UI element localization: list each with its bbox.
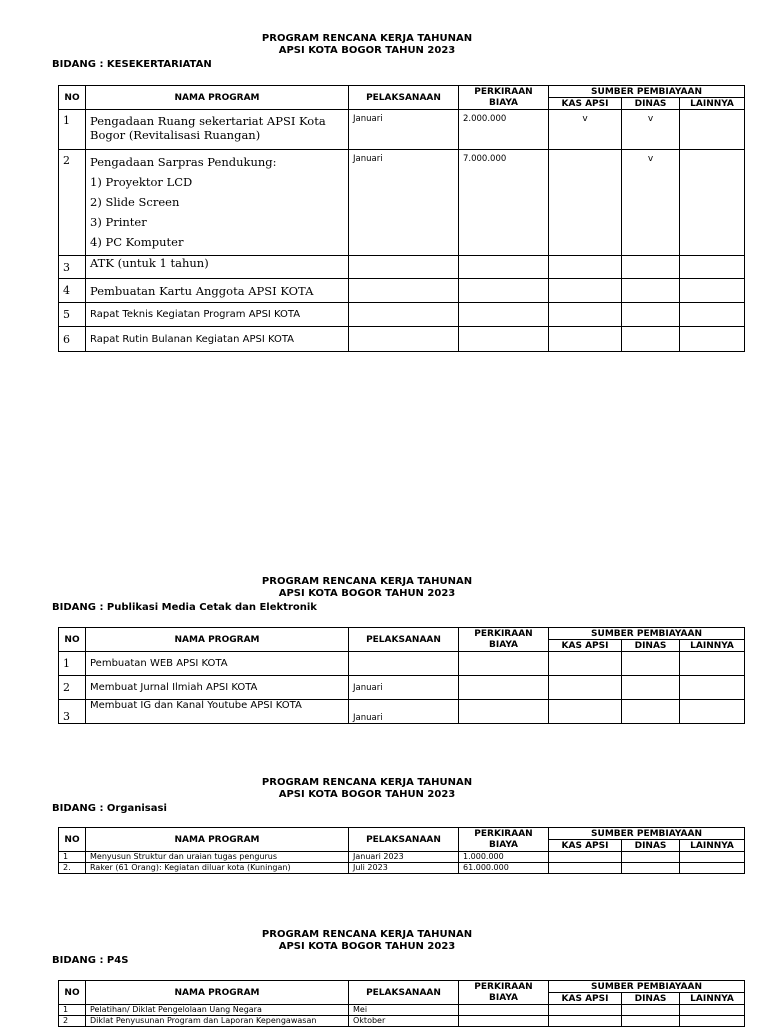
row-biaya [459,279,549,303]
title-line-1: PROGRAM RENCANA KERJA TAHUNAN [261,576,473,587]
row-program: Membuat Jurnal Ilmiah APSI KOTA [86,676,349,700]
row-biaya [459,1016,549,1027]
row-program-heading: Pengadaan Sarpras Pendukung: [90,155,277,169]
row-lainnya [680,676,745,700]
row-no: 4 [59,279,86,303]
header-sumber-pembiayaan: SUMBER PEMBIAYAAN [549,86,745,98]
header-dinas: DINAS [622,98,680,110]
row-biaya [459,327,549,352]
row-no: 2 [59,676,86,700]
row-program: Rapat Teknis Kegiatan Program APSI KOTA [86,303,349,327]
program-table [58,827,745,874]
table-row [59,110,745,150]
row-biaya [459,303,549,327]
row-dinas: v [622,110,680,150]
row-program: Pelatihan/ Diklat Pengelolaan Uang Negara [86,1005,349,1016]
title-line-2: APSI KOTA BOGOR TAHUN 2023 [278,588,456,599]
table-row [59,700,745,724]
row-dinas [622,327,680,352]
row-biaya: 2.000.000 [459,110,549,150]
row-dinas: v [622,150,680,256]
header-nama-program: NAMA PROGRAM [86,628,349,652]
row-dinas [622,676,680,700]
row-no: 1 [59,1005,86,1016]
bidang-label: BIDANG : KESEKERTARIATAN [52,59,212,70]
row-pelaksanaan [349,303,459,327]
row-dinas [622,700,680,724]
row-kas-apsi [549,700,622,724]
row-no: 1 [59,852,86,863]
table-row [59,676,745,700]
row-biaya: 7.000.000 [459,150,549,256]
table-row [59,256,745,279]
header-dinas: DINAS [622,840,680,852]
row-kas-apsi [549,279,622,303]
program-table [58,85,745,352]
row-kas-apsi [549,327,622,352]
header-sumber-pembiayaan: SUMBER PEMBIAYAAN [549,828,745,840]
row-program: Pembuatan Kartu Anggota APSI KOTA [86,279,349,303]
table-row [59,1016,745,1027]
row-pelaksanaan: Januari [349,676,459,700]
row-kas-apsi [549,676,622,700]
bidang-label: BIDANG : Publikasi Media Cetak dan Elektronik [52,602,317,613]
header-no: NO [59,628,86,652]
header-lainnya: LAINNYA [680,98,745,110]
row-program: Pengadaan Ruang sekertariat APSI Kota Bogor (Revitalisasi Ruangan) [86,110,349,150]
program-table [58,980,745,1027]
row-pelaksanaan: Januari [349,150,459,256]
header-kas-apsi: KAS APSI [549,640,622,652]
row-no: 2 [59,1016,86,1027]
row-subitem: 2) Slide Screen [90,195,180,209]
row-no: 1 [59,652,86,676]
row-lainnya [680,150,745,256]
header-perkiraan-biaya: PERKIRAAN BIAYA [459,86,549,110]
row-pelaksanaan: Januari [349,110,459,150]
row-biaya [459,1005,549,1016]
row-dinas [622,863,680,874]
row-no: 1 [59,110,86,150]
row-kas-apsi [549,150,622,256]
row-no: 5 [59,303,86,327]
table-row [59,327,745,352]
row-program: Raker (61 Orang): Kegiatan diluar kota (Kuningan) [86,863,349,874]
row-pelaksanaan: Januari [349,700,459,724]
row-kas-apsi [549,1005,622,1016]
row-pelaksanaan [349,327,459,352]
row-dinas [622,1016,680,1027]
header-sumber-pembiayaan: SUMBER PEMBIAYAAN [549,981,745,993]
row-pelaksanaan: Mei [349,1005,459,1016]
row-pelaksanaan: Oktober [349,1016,459,1027]
row-program: Pembuatan WEB APSI KOTA [86,652,349,676]
header-sumber-pembiayaan: SUMBER PEMBIAYAAN [549,628,745,640]
row-lainnya [680,1005,745,1016]
row-dinas [622,1005,680,1016]
table-row [59,852,745,863]
header-pelaksanaan: PELAKSANAAN [349,86,459,110]
title-line-1: PROGRAM RENCANA KERJA TAHUNAN [261,929,473,940]
header-perkiraan-biaya: PERKIRAAN BIAYA [459,981,549,1005]
title-line-1: PROGRAM RENCANA KERJA TAHUNAN [261,33,473,44]
bidang-label: BIDANG : P4S [52,955,129,966]
row-lainnya [680,852,745,863]
header-no: NO [59,981,86,1005]
header-nama-program: NAMA PROGRAM [86,981,349,1005]
row-kas-apsi [549,256,622,279]
table-row [59,863,745,874]
row-lainnya [680,110,745,150]
header-lainnya: LAINNYA [680,840,745,852]
row-dinas [622,652,680,676]
header-dinas: DINAS [622,993,680,1005]
row-program: Membuat IG dan Kanal Youtube APSI KOTA [86,700,349,724]
header-lainnya: LAINNYA [680,993,745,1005]
header-pelaksanaan: PELAKSANAAN [349,828,459,852]
row-program: ATK (untuk 1 tahun) [86,256,349,279]
row-pelaksanaan: Januari 2023 [349,852,459,863]
title-line-2: APSI KOTA BOGOR TAHUN 2023 [278,789,456,800]
row-no: 2 [59,150,86,256]
row-kas-apsi [549,652,622,676]
row-subitem: 1) Proyektor LCD [90,175,193,189]
row-lainnya [680,279,745,303]
row-biaya [459,652,549,676]
row-pelaksanaan: Juli 2023 [349,863,459,874]
row-biaya [459,676,549,700]
table-row [59,303,745,327]
header-kas-apsi: KAS APSI [549,840,622,852]
row-program: Diklat Penyusunan Program dan Laporan Kepengawasan [86,1016,349,1027]
row-program [86,150,349,256]
row-program: Rapat Rutin Bulanan Kegiatan APSI KOTA [86,327,349,352]
row-biaya [459,256,549,279]
row-pelaksanaan [349,256,459,279]
row-dinas [622,256,680,279]
section-title [0,33,734,57]
header-kas-apsi: KAS APSI [549,993,622,1005]
title-line-2: APSI KOTA BOGOR TAHUN 2023 [278,941,456,952]
table-row [59,652,745,676]
header-pelaksanaan: PELAKSANAAN [349,628,459,652]
row-lainnya [680,327,745,352]
program-table [58,627,745,724]
row-pelaksanaan [349,652,459,676]
row-lainnya [680,256,745,279]
section-title [0,929,734,953]
section-title [0,576,734,600]
row-lainnya [680,863,745,874]
row-kas-apsi [549,1016,622,1027]
table-row [59,1005,745,1016]
row-program: Menyusun Struktur dan uraian tugas pengurus [86,852,349,863]
row-no: 6 [59,327,86,352]
title-line-2: APSI KOTA BOGOR TAHUN 2023 [278,45,456,56]
row-no: 2. [59,863,86,874]
row-lainnya [680,700,745,724]
header-perkiraan-biaya: PERKIRAAN BIAYA [459,828,549,852]
header-dinas: DINAS [622,640,680,652]
row-kas-apsi [549,852,622,863]
row-biaya [459,700,549,724]
row-dinas [622,279,680,303]
table-row [59,150,745,256]
row-kas-apsi [549,863,622,874]
row-biaya: 1.000.000 [459,852,549,863]
row-dinas [622,852,680,863]
header-no: NO [59,86,86,110]
bidang-label: BIDANG : Organisasi [52,803,167,814]
header-kas-apsi: KAS APSI [549,98,622,110]
row-biaya: 61.000.000 [459,863,549,874]
header-lainnya: LAINNYA [680,640,745,652]
row-kas-apsi: v [549,110,622,150]
row-lainnya [680,652,745,676]
row-no: 3 [59,256,86,279]
row-no: 3 [59,700,86,724]
row-pelaksanaan [349,279,459,303]
row-lainnya [680,303,745,327]
header-nama-program: NAMA PROGRAM [86,828,349,852]
header-no: NO [59,828,86,852]
row-subitem: 4) PC Komputer [90,235,184,249]
title-line-1: PROGRAM RENCANA KERJA TAHUNAN [261,777,473,788]
table-row [59,279,745,303]
row-lainnya [680,1016,745,1027]
section-title [0,777,734,801]
row-dinas [622,303,680,327]
header-nama-program: NAMA PROGRAM [86,86,349,110]
row-subitem: 3) Printer [90,215,147,229]
header-perkiraan-biaya: PERKIRAAN BIAYA [459,628,549,652]
header-pelaksanaan: PELAKSANAAN [349,981,459,1005]
row-kas-apsi [549,303,622,327]
